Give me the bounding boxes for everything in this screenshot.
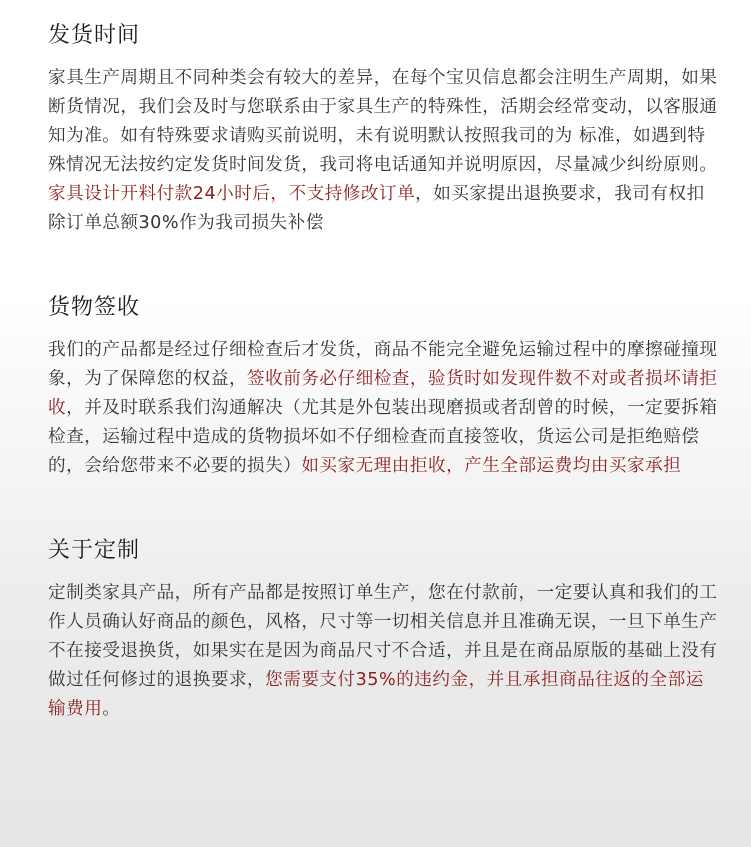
paragraph-text: 定制类家具产品，所有产品都是按照订单生产，您在付款前，一定要认真和我们的工作人员确认好商品的颜色，风格，尺寸等一切相关信息并且准确无误，一旦下单生产不在接受退换货，如果实在是因为商品尺寸不合适，并且是在商品原版的基础上没有做过任何修过的退换要求， [48,583,718,690]
paragraph-text: 我们的产品都是经过仔细检查后才发货，商品不能完全避免运输过程中的摩擦碰撞现象，为了保障您的权益， [48,340,718,389]
paragraph-text: ，并及时联系我们沟通解决（尤其是外包装出现磨损或者刮曾的时候，一定要拆箱检查，运输过程中造成的货物损坏如不仔细检查而直接签收，货运公司是拒绝赔偿的，会给您带来不必要的损失） [48,398,718,476]
section-goods-receipt [48,290,721,481]
section-paragraph [48,64,721,238]
section-paragraph [48,336,721,481]
highlight-text: 如买家无理由拒收，产生全部运费均由买家承担 [301,456,682,476]
highlight-text: 您需要支付35%的违约金，并且承担商品往返的全部运输费用 [48,670,704,719]
highlight-text: 签收前务必仔细检查，验货时如发现件数不对或者损坏请拒收 [48,369,718,418]
paragraph-text: 家具生产周期且不同种类会有较大的差异，在每个宝贝信息都会注明生产周期，如果断货情况，我们会及时与您联系由于家具生产的特殊性，活期会经常变动，以客服通知为准。如有特殊要求请购买前说明，未有说明默认按照我司的为 标准，如遇到特殊情况无法按约定发货时间发货，我司将电话通知并说明原因，尽量减少纠纷原则。 [48,68,718,175]
paragraph-text: ，如买家提出退换要求，我司有权扣除订单总额30%作为我司损失补偿 [48,184,705,233]
section-paragraph [48,579,721,724]
highlight-text: 家具设计开料付款24小时后，不支持修改订单 [48,184,416,204]
section-title: 关于定制 [48,538,141,563]
section-title: 货物签收 [48,295,141,320]
section-shipping-time [48,18,721,238]
section-title: 发货时间 [48,23,141,48]
paragraph-text: 。 [102,699,121,719]
section-customization [48,533,721,724]
